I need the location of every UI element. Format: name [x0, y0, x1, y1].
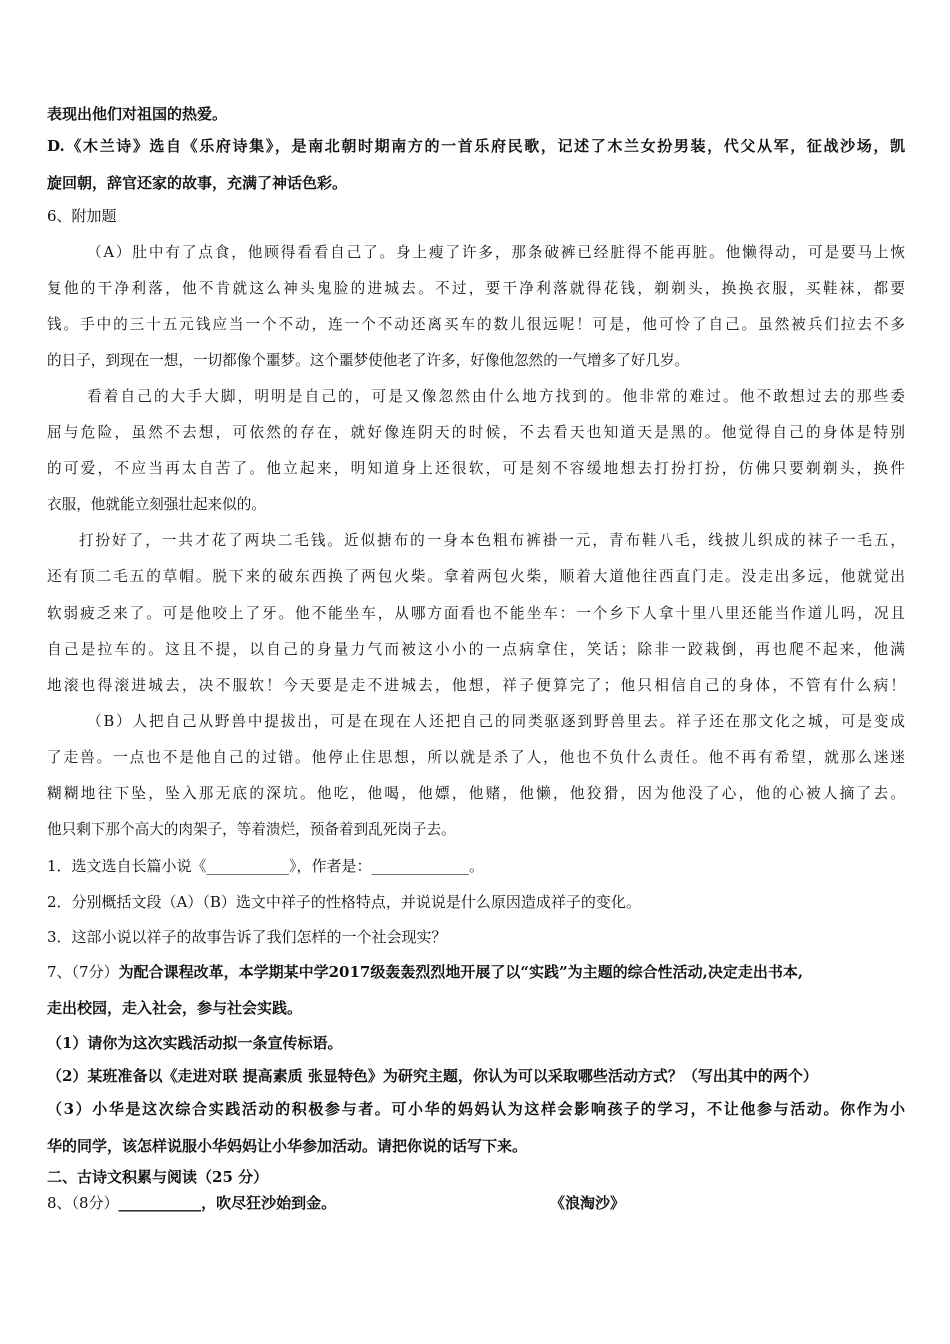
q8-prefix: 8、（8分） [47, 1194, 119, 1212]
passage-a-p1-line-3: 钱。手中的三十五元钱应当一个不动，连一个不动还离买车的数儿很远呢！可是，他可怜了自己。虽然被兵们拉去不多 [47, 316, 905, 333]
passage-a-p1-line-1: （A）肚中有了点食，他顾得看看自己了。身上瘦了许多，那条破裤已经脏得不能再脏。他懒得动，可是要马上恢 [87, 244, 905, 261]
passage-a-p2-line-4: 衣服，他就能立刻强壮起来似的。 [47, 496, 266, 513]
option-c-tail: 表现出他们对祖国的热爱。 [47, 105, 228, 123]
q6-heading: 6、附加题 [47, 207, 117, 225]
passage-b-line-4: 他只剩下那个高大的肉架子，等着溃烂，预备着到乱死岗子去。 [47, 821, 456, 838]
passage-b-line-3: 糊糊地往下坠，坠入那无底的深坑。他吃，他喝，他嫖，他赌，他懒，他狡猾，因为他没了心，他的心被人摘了去。 [47, 785, 905, 802]
passage-b-line-2: 了走兽。一点也不是他自己的过错。他停止住思想，所以就是杀了人，他也不负什么责任。他不再有希望，就那么迷迷 [47, 749, 905, 766]
q7-prefix: 7、（7分） [47, 963, 119, 981]
q8-line [47, 1192, 527, 1214]
q7-intro-text: 为配合课程改革，本学期某中学2017级轰轰烈烈地开展了以“实践”为主题的综合性活动,决定走出书本, [118, 963, 804, 981]
q7-sub-3-line-1: （3）小华是这次综合实践活动的积极参与者。可小华的妈妈认为这样会影响孩子的学习，不让他参与活动。你作为小 [47, 1100, 905, 1118]
q7-intro-line-2: 走出校园，走入社会，参与社会实践。 [47, 999, 303, 1017]
q8-text: ___________，吹尽狂沙始到金。 [118, 1194, 337, 1212]
q8-source: 《浪淘沙》 [550, 1194, 626, 1212]
passage-a-p3-line-5: 地滚也得滚进城去，决不服软！今天要是走不进城去，他想，祥子便算完了；他只相信自己的身体，不管有什么病！ [47, 677, 905, 694]
q7-sub-3-line-2: 华的同学，该怎样说服小华妈妈让小华参加活动。请把你说的话写下来。 [47, 1137, 528, 1155]
passage-a-p1-line-2: 复他的干净利落，他不肯就这么神头鬼脸的进城去。不过，要干净利落就得花钱，剃剃头，换换衣服，买鞋袜，都要 [47, 280, 905, 297]
q7-intro-line-1 [47, 961, 905, 983]
q6-question-3: 3．这部小说以祥子的故事告诉了我们怎样的一个社会现实？ [47, 928, 447, 946]
section-2-heading: 二、古诗文积累与阅读（25 分） [47, 1168, 269, 1186]
passage-a-p2-line-2: 屈与危险，虽然不去想，可依然的存在，就好像连阴天的时候，不去看天也知道天是黑的。他觉得自己的身体是特别 [47, 424, 905, 441]
passage-a-p3-line-1: 打扮好了，一共才花了两块二毛钱。近似搪布的一身本色粗布裤褂一元，青布鞋八毛，线披儿织成的袜子一毛五， [79, 532, 905, 549]
passage-a-p2-line-1: 看着自己的大手大脚，明明是自己的，可是又像忽然由什么地方找到的。他非常的难过。他不敢想过去的那些委 [87, 388, 905, 405]
passage-a-p1-line-4: 的日子，到现在一想，一切都像个噩梦。这个噩梦使他老了许多，好像他忽然的一气增多了好几岁。 [47, 352, 690, 369]
q6-question-2: 2．分别概括文段（A）（B）选文中祥子的性格特点，并说说是什么原因造成祥子的变化。 [47, 893, 641, 911]
q6-question-1: 1．选文选自长篇小说《___________》，作者是：_____________。 [47, 857, 485, 875]
passage-a-p3-line-4: 自己是拉车的。这且不提，以自己的身量力气而被这小小的一点病拿住，笑话；除非一跤栽倒，再也爬不起来，他满 [47, 641, 905, 658]
q7-sub-2: （2）某班准备以《走进对联 提高素质 张显特色》为研究主题，你认为可以采取哪些活动方式？（写出其中的两个） [47, 1067, 818, 1085]
option-d-line-2: 旋回朝，辞官还家的故事，充满了神话色彩。 [47, 174, 348, 192]
passage-a-p2-line-3: 的可爱，不应当再太自苦了。他立起来，明知道身上还很软，可是刻不容缓地想去打扮打扮，仿佛只要剃剃头，换件 [47, 460, 905, 477]
passage-b-line-1: （B）人把自己从野兽中提拔出，可是在现在人还把自己的同类驱逐到野兽里去。祥子还在那文化之城，可是变成 [87, 713, 905, 730]
option-d-line-1: D.《木兰诗》选自《乐府诗集》，是南北朝时期南方的一首乐府民歌，记述了木兰女扮男装，代父从军，征战沙场，凯 [47, 137, 905, 155]
passage-a-p3-line-3: 软弱疲乏来了。可是他咬上了牙。他不能坐车，从哪方面看也不能坐车：一个乡下人拿十里八里还能当作道儿吗，况且 [47, 605, 905, 622]
passage-a-p3-line-2: 还有顶二毛五的草帽。脱下来的破东西换了两包火柴。拿着两包火柴，顺着大道他往西直门走。没走出多远，他就觉出 [47, 568, 905, 585]
q7-sub-1: （1）请你为这次实践活动拟一条宣传标语。 [47, 1034, 343, 1052]
